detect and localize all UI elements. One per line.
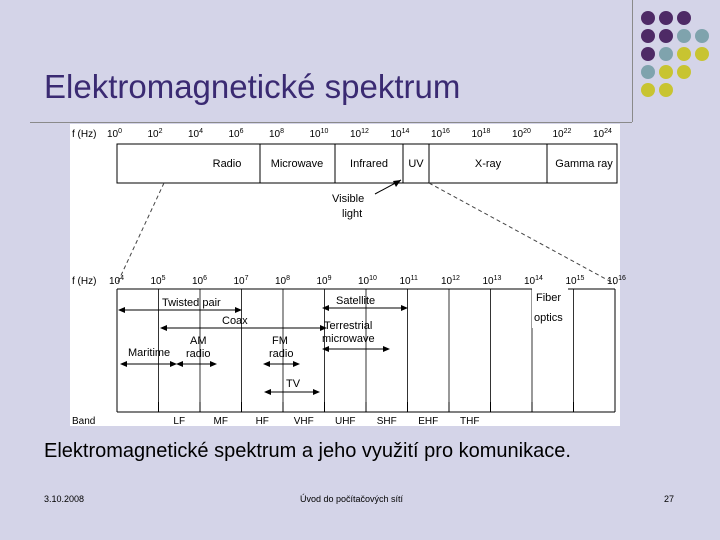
arrowhead	[322, 346, 329, 352]
top-tick-label: $10^0$	[107, 128, 123, 140]
corner-dot	[659, 65, 673, 79]
arrowhead	[120, 361, 127, 367]
am-radio-label-line1: AM	[190, 335, 207, 347]
arrowhead	[263, 361, 270, 367]
band-label: SHF	[376, 416, 397, 427]
corner-dot	[659, 11, 673, 25]
band-label: MF	[213, 416, 228, 427]
top-tick-label: $10^{18}$	[471, 128, 491, 140]
top-tick-label: $10^{14}$	[390, 128, 410, 140]
top-tick-label: $10^{24}$	[593, 128, 612, 140]
corner-dot	[659, 47, 673, 61]
top-tick-label: $10^8$	[269, 128, 285, 140]
top-band-label: UV	[408, 158, 424, 170]
corner-dot	[641, 47, 655, 61]
tv-label: TV	[286, 378, 301, 390]
bottom-tick-label: $10^{15}$	[565, 275, 585, 287]
band-axis-label: Band	[72, 416, 96, 427]
top-band-label: Radio	[212, 158, 242, 170]
top-band-label: Microwave	[270, 158, 324, 170]
bottom-tick-label: $10^4$	[109, 275, 125, 287]
corner-dot	[641, 83, 655, 97]
bottom-tick-label: $10^{16}$	[607, 275, 626, 287]
arrowhead	[401, 305, 408, 311]
bottom-axis-label: f (Hz)	[72, 276, 97, 287]
arrowhead	[160, 325, 167, 331]
am-radio-label-line2: radio	[186, 348, 211, 360]
visible-label-line2: light	[342, 208, 363, 220]
corner-dot	[659, 29, 673, 43]
fiber-label-line2: optics	[534, 312, 563, 324]
corner-dot	[677, 11, 691, 25]
arrowhead	[322, 305, 329, 311]
corner-dot	[677, 29, 691, 43]
arrowhead	[293, 361, 300, 367]
spectrum-figure	[70, 124, 626, 427]
top-band-label: Infrared	[350, 158, 388, 170]
corner-dot	[677, 47, 691, 61]
bottom-tick-label: $10^{12}$	[441, 275, 460, 287]
title-underline	[30, 122, 632, 123]
band-label: UHF	[334, 416, 356, 427]
bottom-tick-label: $10^8$	[275, 275, 291, 287]
arrowhead	[170, 361, 177, 367]
arrowhead	[210, 361, 217, 367]
corner-dot	[659, 83, 673, 97]
coax-label: Coax	[222, 315, 248, 327]
arrowhead	[313, 389, 320, 395]
slide-caption: Elektromagnetické spektrum a jeho využití pro komunikace.	[44, 440, 571, 462]
bottom-tick-label: $10^{11}$	[399, 275, 418, 287]
corner-dot	[677, 65, 691, 79]
bottom-tick-label: $10^{14}$	[524, 275, 543, 287]
bottom-tick-label: $10^5$	[150, 275, 166, 287]
corner-divider	[632, 0, 633, 122]
band-label: VHF	[293, 416, 314, 427]
terrestrial-label-line2: microwave	[322, 333, 375, 345]
spectrum-diagram	[70, 124, 626, 427]
top-axis-label: f (Hz)	[72, 129, 97, 140]
footer-course-name: Úvod do počítačových sítí	[300, 494, 404, 504]
corner-dot	[641, 29, 655, 43]
top-tick-label: $10^{22}$	[552, 128, 572, 140]
bottom-tick-label: $10^{10}$	[358, 275, 377, 287]
arrowhead	[383, 346, 390, 352]
satellite-label: Satellite	[336, 295, 376, 307]
band-label: EHF	[418, 416, 439, 427]
zoom-guide-left	[117, 183, 164, 284]
top-tick-label: $10^{12}$	[350, 128, 369, 140]
footer-page-number: 27	[664, 494, 675, 504]
top-tick-label: $10^4$	[188, 128, 204, 140]
slide-title: Elektromagnetické spektrum	[44, 68, 461, 105]
twisted-pair-label: Twisted pair	[162, 297, 221, 309]
top-tick-label: $10^6$	[228, 128, 244, 140]
visible-label-line1: Visible	[332, 193, 365, 205]
bottom-tick-label: $10^9$	[316, 275, 332, 287]
corner-dot	[695, 47, 709, 61]
arrowhead	[176, 361, 183, 367]
arrowhead	[235, 307, 242, 313]
bottom-tick-label: $10^7$	[233, 275, 249, 287]
zoom-guide-right	[429, 183, 615, 284]
fm-radio-label-line2: radio	[269, 348, 294, 360]
band-label: HF	[255, 416, 269, 427]
top-tick-label: $10^{10}$	[309, 128, 329, 140]
corner-dot	[695, 29, 709, 43]
arrowhead	[264, 389, 271, 395]
top-tick-label: $10^{20}$	[512, 128, 531, 140]
top-tick-label: $10^2$	[147, 128, 163, 140]
top-tick-label: $10^{16}$	[431, 128, 450, 140]
terrestrial-label-line1: Terrestrial	[324, 320, 373, 332]
corner-dot-grid	[640, 10, 720, 110]
fiber-label-line1: Fiber	[536, 292, 562, 304]
band-label: THF	[460, 416, 480, 427]
bottom-tick-label: $10^6$	[192, 275, 208, 287]
band-label: LF	[173, 416, 186, 427]
bottom-tick-label: $10^{13}$	[482, 275, 502, 287]
maritime-label: Maritime	[128, 347, 171, 359]
corner-dot	[641, 11, 655, 25]
corner-dot	[641, 65, 655, 79]
fm-radio-label-line1: FM	[272, 335, 288, 347]
top-band-label: Gamma ray	[555, 158, 613, 170]
arrowhead	[118, 307, 125, 313]
top-band-label: X-ray	[474, 158, 502, 170]
footer-date: 3.10.2008	[44, 494, 85, 504]
